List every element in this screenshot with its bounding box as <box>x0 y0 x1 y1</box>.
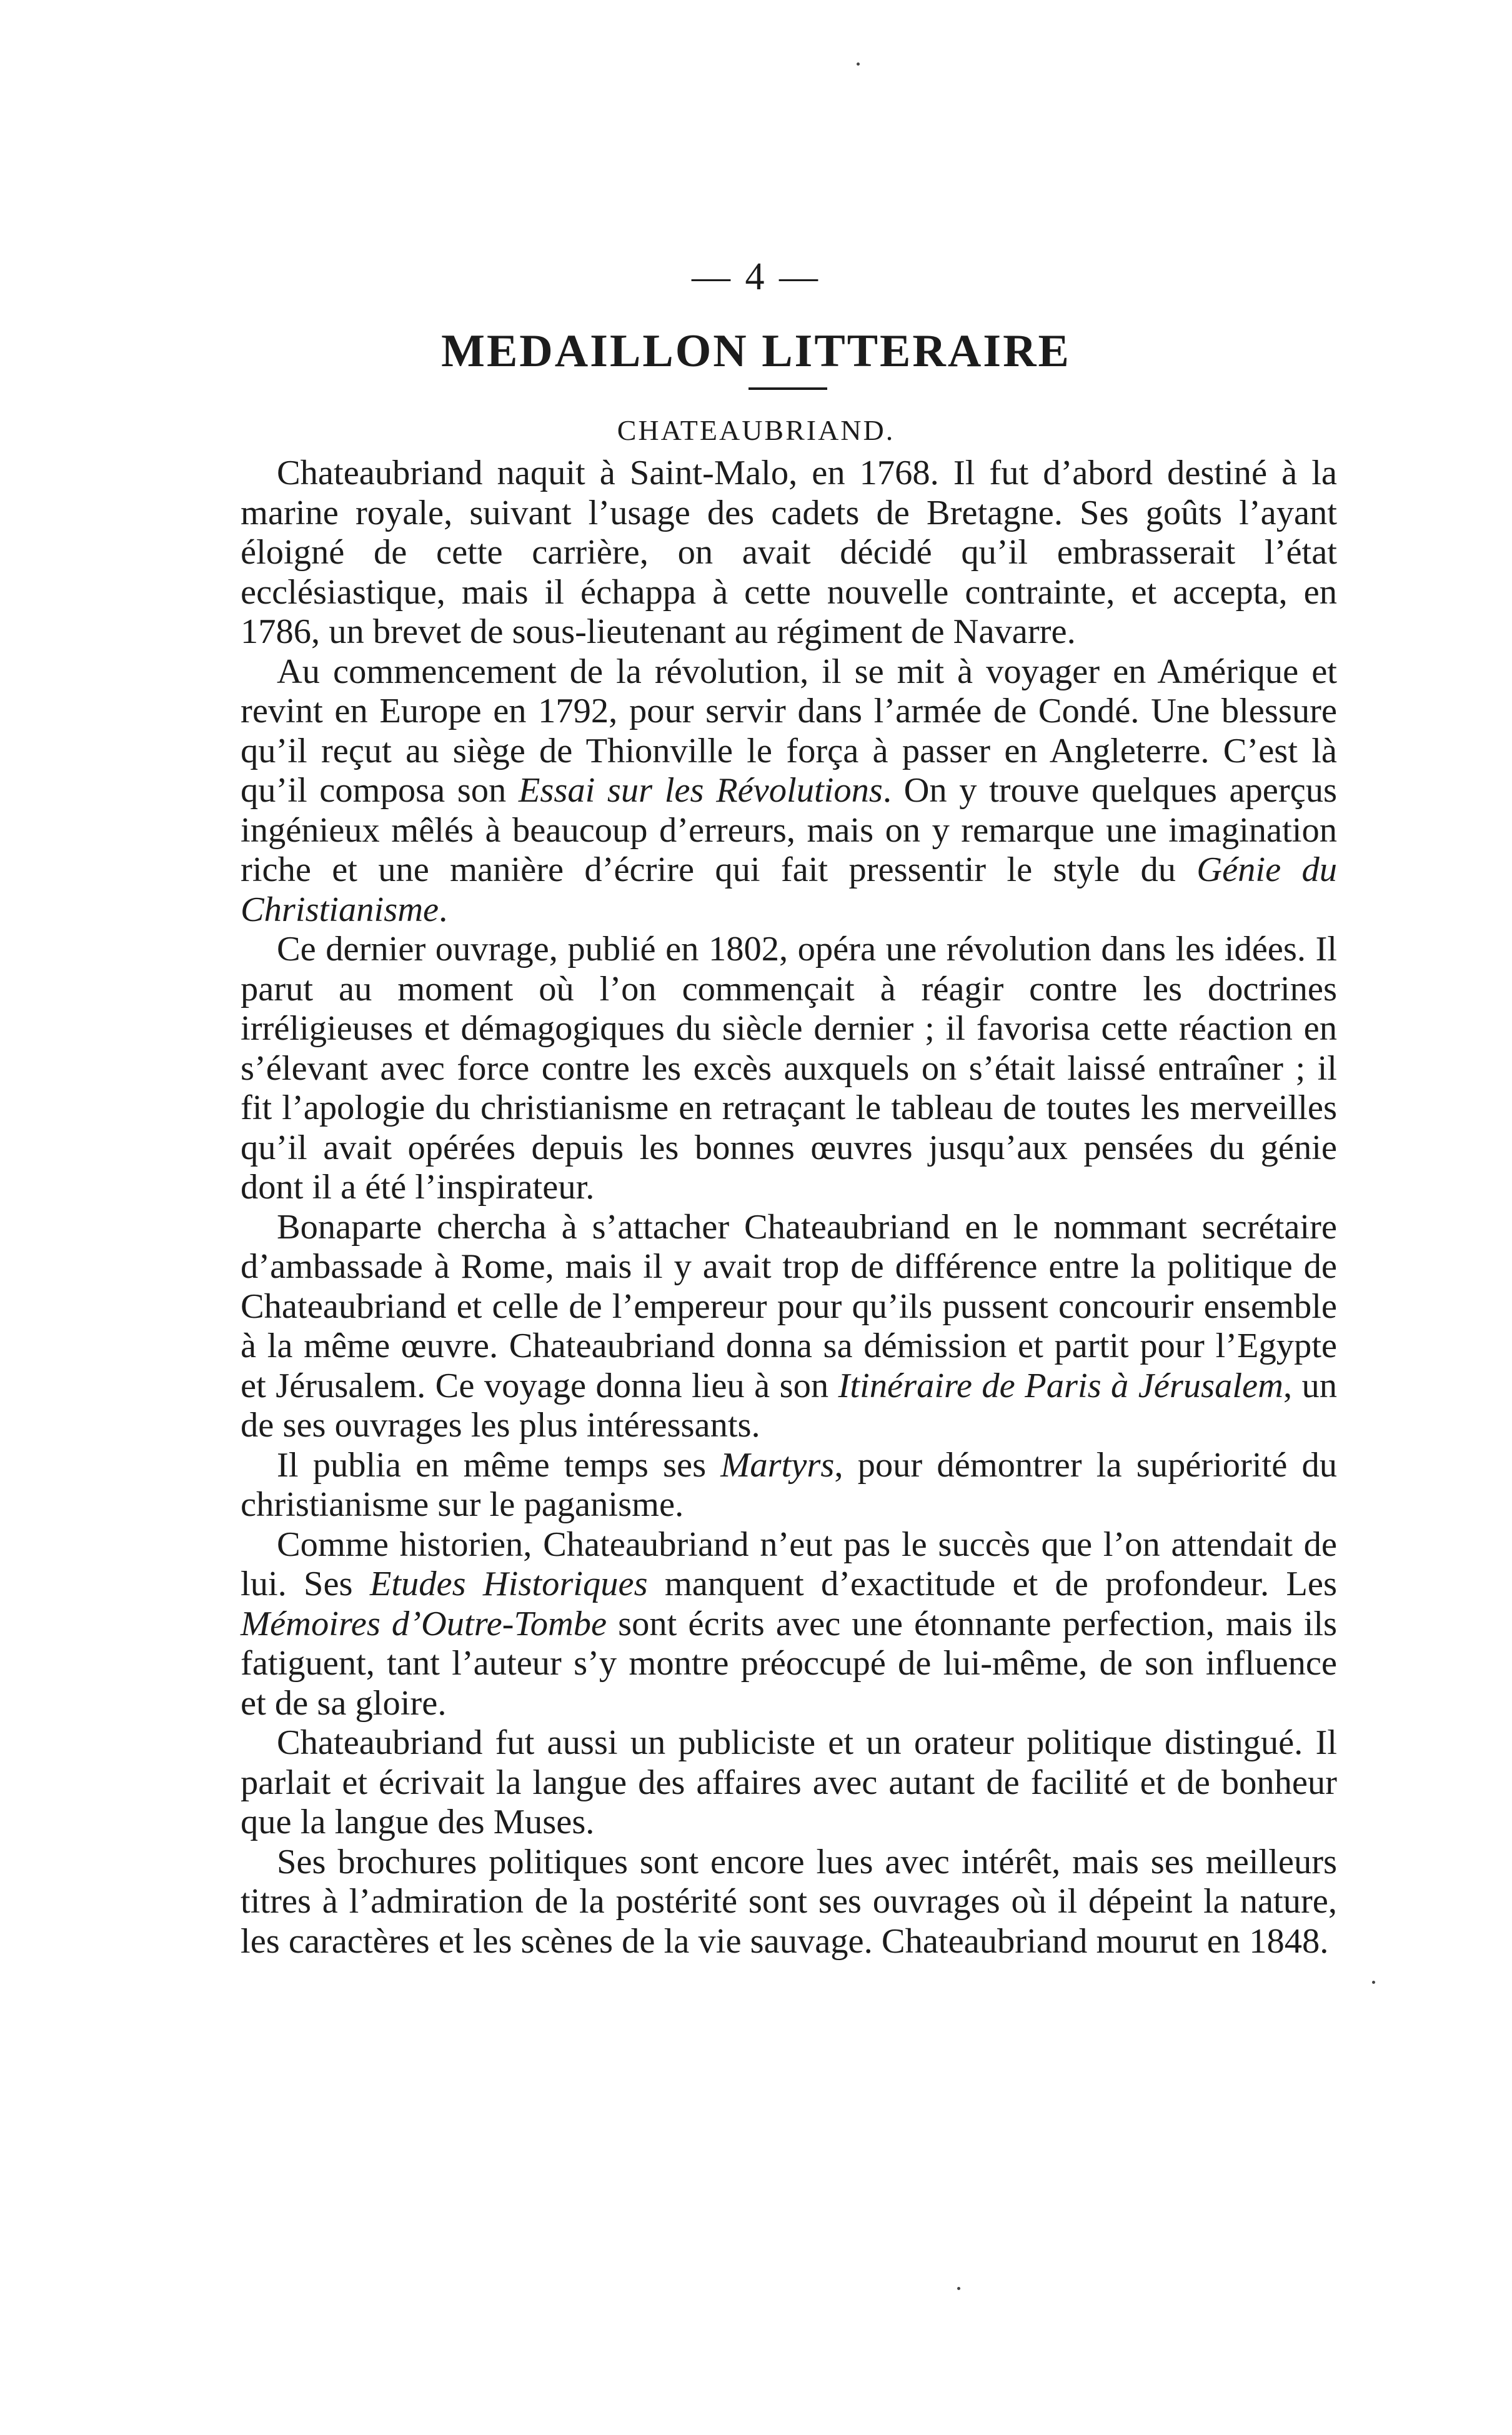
paragraph <box>241 1723 1337 1843</box>
paragraph-text: , pour démontrer la supériorité du christianisme sur le paganisme. <box>241 1445 1338 1524</box>
paragraph-text: Il publia en même temps ses <box>277 1445 721 1485</box>
work-title: Etudes Historiques <box>369 1565 648 1603</box>
paragraph-text: Ce dernier ouvrage, publié en 1802, opéra une révolution dans les idées. Il parut au moment où l’on commençait à réagir contre les doctrines irréligieuses et démagogiques du siècle dernier ; il favorisa cette réaction en s’élevant avec force contre les excès auxquels on s’était laissé entraîner ; il fit l’apologie du christianisme en retraçant le tableau de toutes les merveilles qu’il avait opérées depuis les bonnes œuvres jusqu’aux pensées du génie dont il a été l’inspirateur. <box>241 930 1337 1207</box>
paragraph-text: Chateaubriand fut aussi un publiciste et un orateur politique distingué. Il parlait et écrivait la langue des affaires avec autant de facilité et de bonheur que la langue des Muses. <box>241 1723 1337 1841</box>
paragraph <box>241 1843 1337 1962</box>
work-title: Mémoires d’Outre-Tombe <box>241 1604 607 1643</box>
paragraph <box>241 454 1337 652</box>
work-title: Itinéraire de Paris à Jérusalem <box>838 1366 1283 1405</box>
paragraph <box>241 930 1337 1208</box>
paragraph <box>241 1525 1337 1724</box>
paragraph-text: Comme historien, Chateaubriand n’eut pas le succès que l’on attendait de lui. Ses <box>241 1525 1337 1603</box>
paragraph-text: . On y trouve quelques aperçus ingénieux mêlés à beaucoup d’erreurs, mais on y remarque une imagination riche et une manière d’écrire qui fait pressentir le style du <box>241 771 1337 889</box>
paragraph-text: sont écrits avec une étonnante perfection, mais ils fatiguent, tant l’auteur s’y montre préoccupé de lui-même, de son influence et de sa gloire. <box>241 1604 1338 1723</box>
ink-speck <box>957 2287 960 2290</box>
section-subtitle: CHATEAUBRIAND. <box>617 414 895 446</box>
ink-speck <box>1372 1981 1375 1984</box>
work-title: Martyrs <box>720 1445 835 1485</box>
paragraph-text: Ses brochures politiques sont encore lues avec intérêt, mais ses meilleurs titres à l’admiration de la postérité sont ses ouvrages où il dépeint la nature, les caractères et les scènes de la vie sauvage. Chateaubriand mourut en 1848. <box>241 1842 1337 1961</box>
paragraph-text: , un de ses ouvrages les plus intéressants. <box>241 1366 1337 1445</box>
paragraph-text: manquent d’exactitude et de profondeur. Les <box>647 1565 1337 1603</box>
paragraph <box>241 1446 1337 1525</box>
article-body <box>241 454 1337 1961</box>
paragraph <box>241 1208 1337 1446</box>
work-title: Essai sur les Révolutions <box>518 771 883 810</box>
page-title: MEDAILLON LITTERAIRE <box>441 326 1071 377</box>
paragraph-text: Au commencement de la révolution, il se mit à voyager en Amérique et revint en Europe en 1792, pour servir dans l’armée de Condé. Une blessure qu’il reçut au siège de Thionville le força à passer en Angleterre. C’est là qu’il composa son <box>241 652 1337 810</box>
paragraph <box>241 652 1337 930</box>
work-title: Génie du Christianisme <box>241 850 1338 929</box>
title-divider <box>749 387 827 390</box>
paragraph-text: Chateaubriand naquit à Saint-Malo, en 1768. Il fut d’abord destiné à la marine royale, suivant l’usage des cadets de Bretagne. Ses goûts l’ayant éloigné de cette carrière, on avait décidé qu’il embrasserait l’état ecclésiastique, mais il échappa à cette nouvelle contrainte, et accepta, en 1786, un brevet de sous-lieutenant au régiment de Navarre. <box>241 454 1337 651</box>
paragraph-text: . <box>439 890 448 929</box>
paragraph-text: Bonaparte chercha à s’attacher Chateaubriand en le nommant secrétaire d’ambassade à Rome, mais il y avait trop de différence entre la politique de Chateaubriand et celle de l’empereur pour qu’ils pussent concourir ensemble à la même œuvre. Chateaubriand donna sa démission et partit pour l’Egypte et Jérusalem. Ce voyage donna lieu à son <box>241 1207 1337 1405</box>
page-number: — 4 — <box>692 256 820 298</box>
ink-speck <box>857 62 860 66</box>
